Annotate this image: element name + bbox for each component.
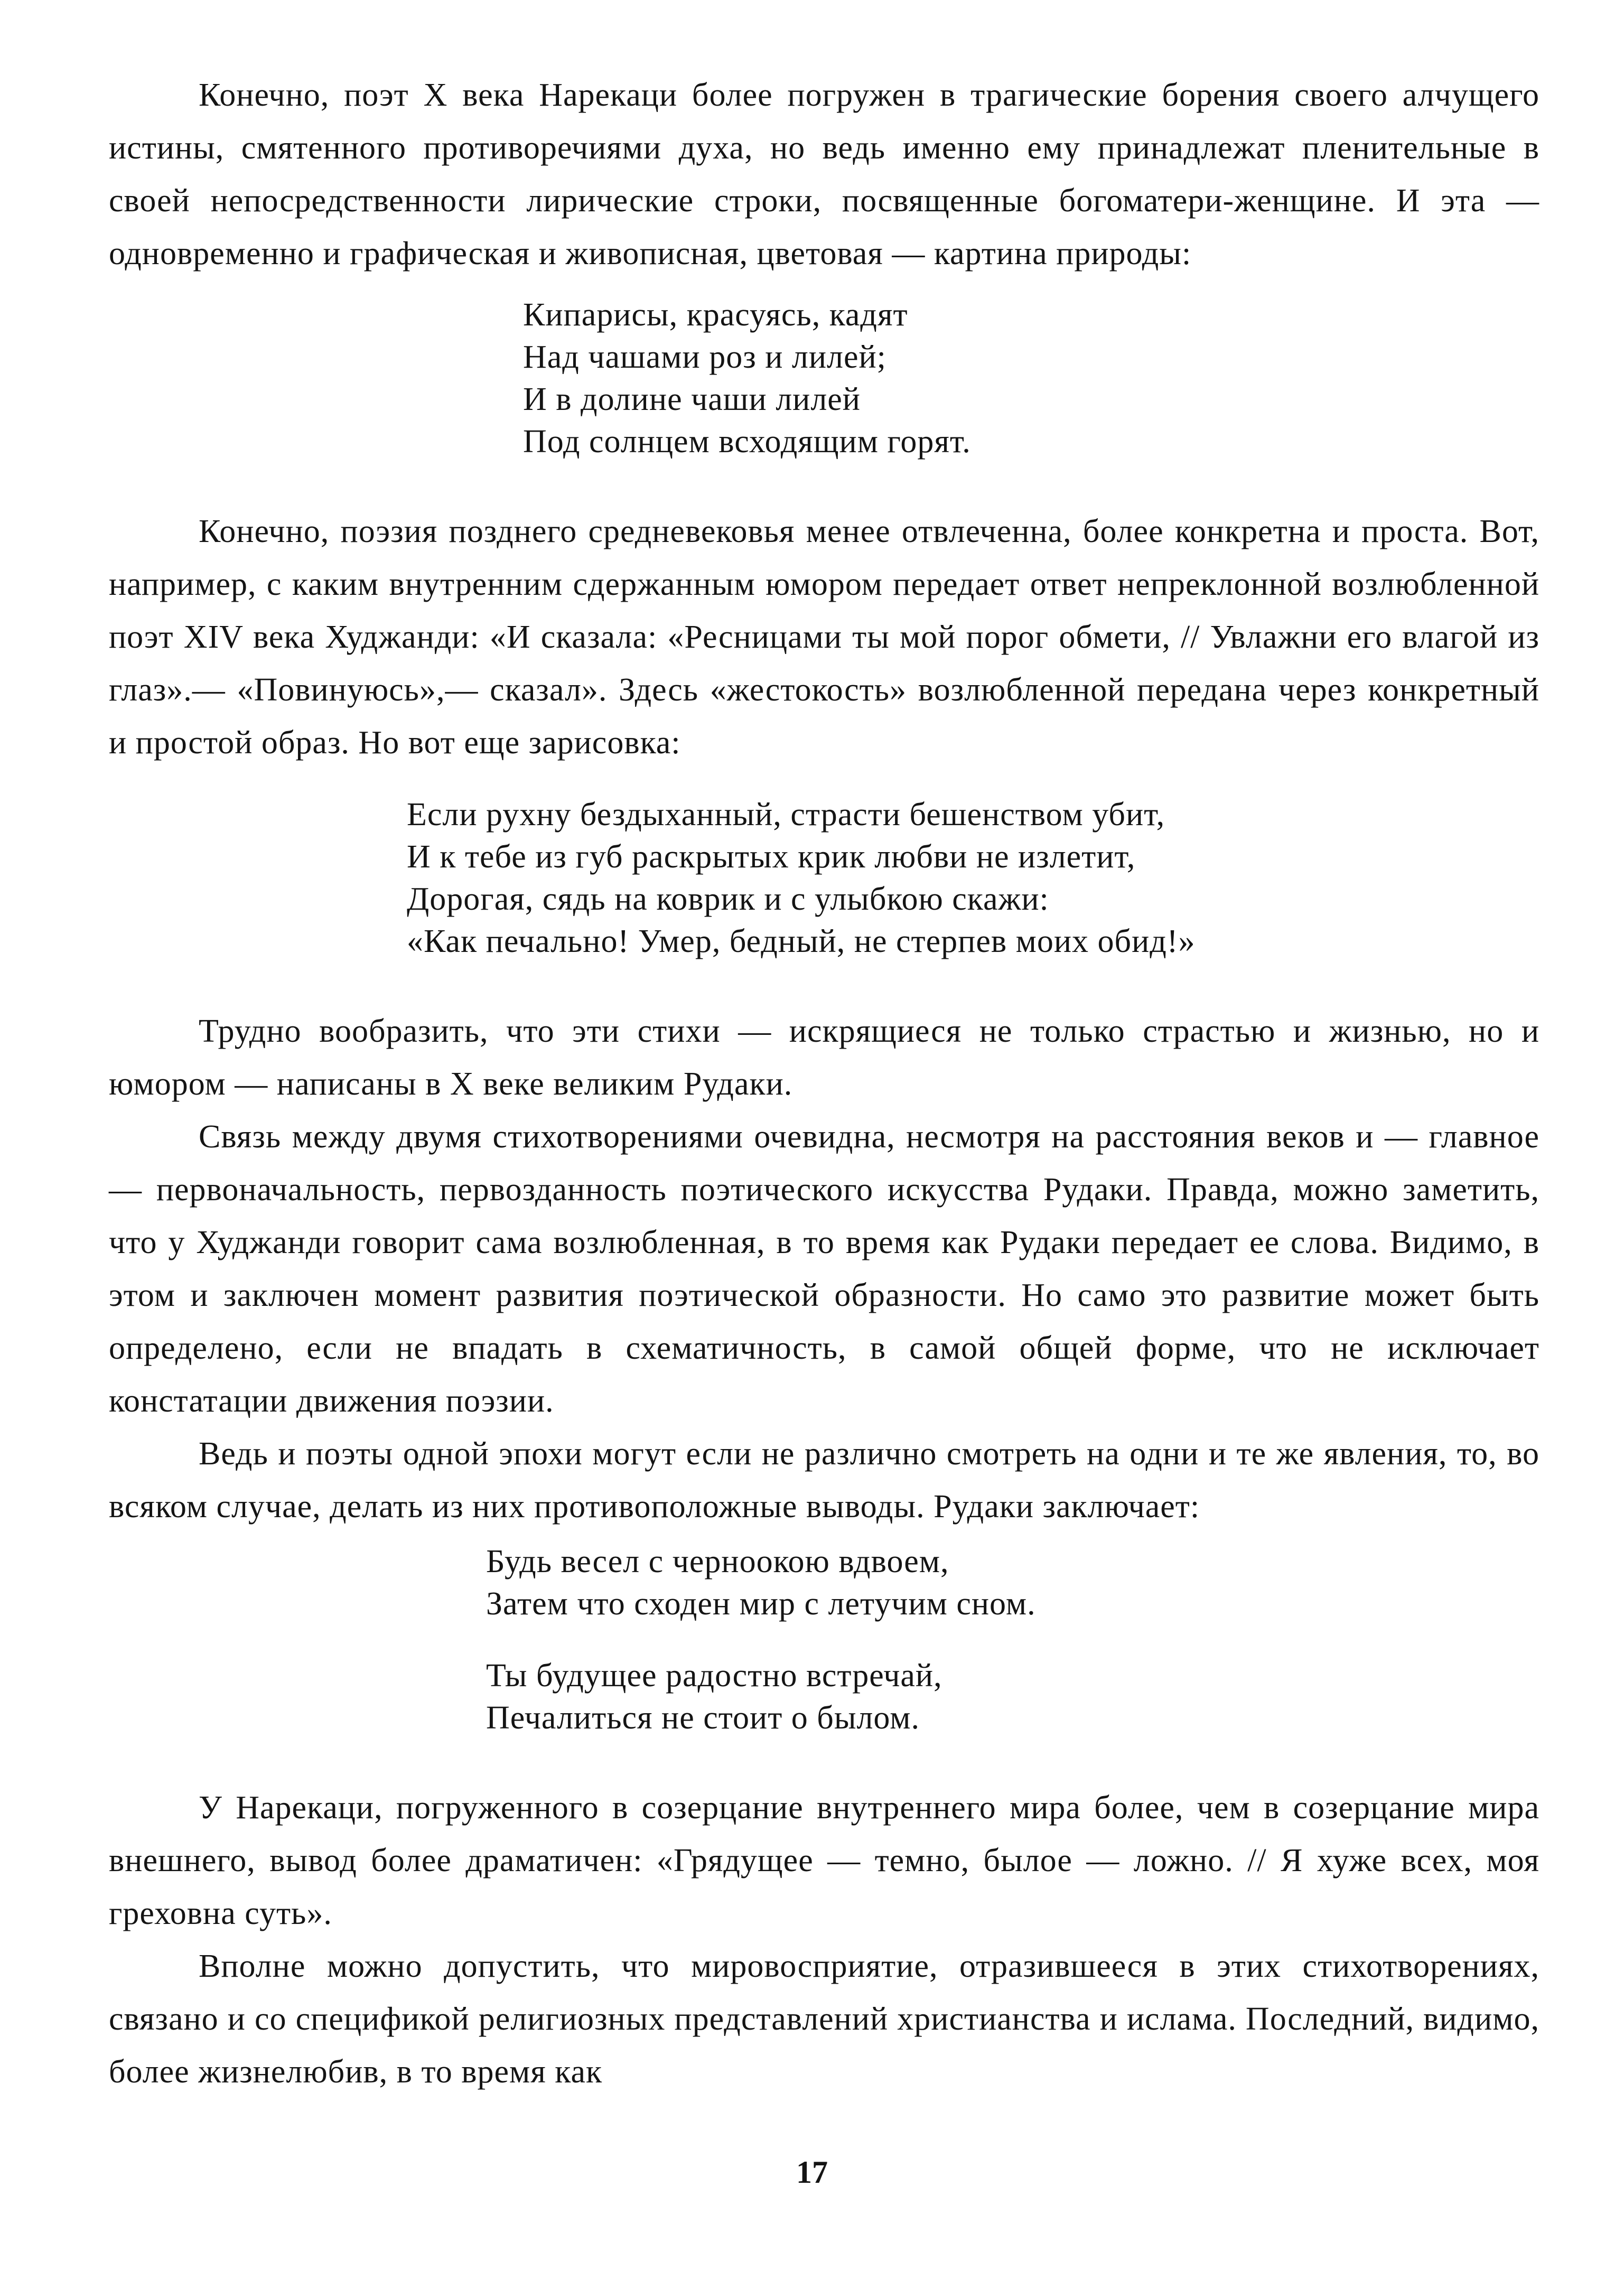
poem-line: Будь весел с черноокою вдвоем,	[486, 1544, 949, 1580]
paragraph-nareklatsi-intro: Конечно, поэт X века Нарекаци более погружен в трагические борения своего алчущего истины, смятенного противоречиями духа, но ведь именно ему принадлежат пленительные в своей непосредственности лирические строки, посвященные богоматери-женщине. И эта — одновременно и графическая и живописная, цветовая — картина природы:	[109, 77, 1539, 272]
poem-rudaki-merry-stanza-2	[486, 1655, 1539, 1739]
poem-line: Если рухну бездыханный, страсти бешенством убит,	[407, 797, 1165, 833]
poem-line: Затем что сходен мир с летучим сном.	[486, 1586, 1036, 1622]
poem-line: Печалиться не стоит о былом.	[486, 1700, 920, 1736]
paragraph-connection: Связь между двумя стихотворениями очевидна, несмотря на расстояния веков и — главное — первоначальность, первозданность поэтического искусства Рудаки. Правда, можно заметить, что у Худжанди говорит сама возлюбленная, в то время как Рудаки передает ее слова. Видимо, в этом и заключен момент развития поэтической образности. Но само это развитие может быть определено, если не впадать в схематичность, в самой общей форме, что не исключает констатации движения поэзии.	[109, 1119, 1539, 1419]
poem-rudaki-merry-stanza-1	[486, 1540, 1539, 1625]
book-page	[109, 69, 1539, 2098]
paragraph-rudaki-humor: Трудно вообразить, что эти стихи — искрящиеся не только страстью и жизнью, но и юмором — написаны в X веке великим Рудаки.	[109, 1013, 1539, 1102]
poem-rudaki-breathless	[407, 793, 1539, 963]
poem-line: Кипарисы, красуясь, кадят	[523, 297, 908, 333]
paragraph-narekatsi-conclusion: У Нарекаци, погруженного в созерцание внутреннего мира более, чем в созерцание мира внешнего, вывод более драматичен: «Грядущее — темно, былое — ложно. // Я хуже всех, моя греховна суть».	[109, 1790, 1539, 1931]
poem-line: И в долине чаши лилей	[523, 381, 861, 417]
poem-line: Ты будущее радостно встречай,	[486, 1658, 942, 1694]
poem-line: И к тебе из губ раскрытых крик любви не излетит,	[407, 839, 1136, 875]
poem-line: «Как печально! Умер, бедный, не стерпев моих обид!»	[407, 923, 1196, 959]
poem-line: Над чашами роз и лилей;	[523, 339, 886, 375]
poem-line: Дорогая, сядь на коврик и с улыбкою скажи:	[407, 881, 1049, 917]
poem-cypresses	[523, 294, 1539, 463]
poem-line: Под солнцем всходящим горят.	[523, 424, 971, 460]
page-number: 17	[796, 2155, 828, 2190]
paragraph-late-medieval-poetry: Конечно, поэзия позднего средневековья менее отвлеченна, более конкретна и проста. Вот, например, с каким внутренним сдержанным юмором передает ответ непреклонной возлюбленной поэт XIV века Худжанди: «И сказала: «Ресницами ты мой порог обмети, // Увлажни его влагой из глаз».— «Повинуюсь»,— сказал». Здесь «жестокость» возлюбленной передана через конкретный и простой образ. Но вот еще зарисовка:	[109, 513, 1539, 761]
paragraph-same-epoch-poets: Ведь и поэты одной эпохи могут если не различно смотреть на одни и те же явления, то, во всяком случае, делать из них противоположные выводы. Рудаки заключает:	[109, 1436, 1539, 1525]
paragraph-worldview: Вполне можно допустить, что мировосприятие, отразившееся в этих стихотворениях, связано и со спецификой религиозных представлений христианства и ислама. Последний, видимо, более жизнелюбив, в то время как	[109, 1948, 1539, 2090]
